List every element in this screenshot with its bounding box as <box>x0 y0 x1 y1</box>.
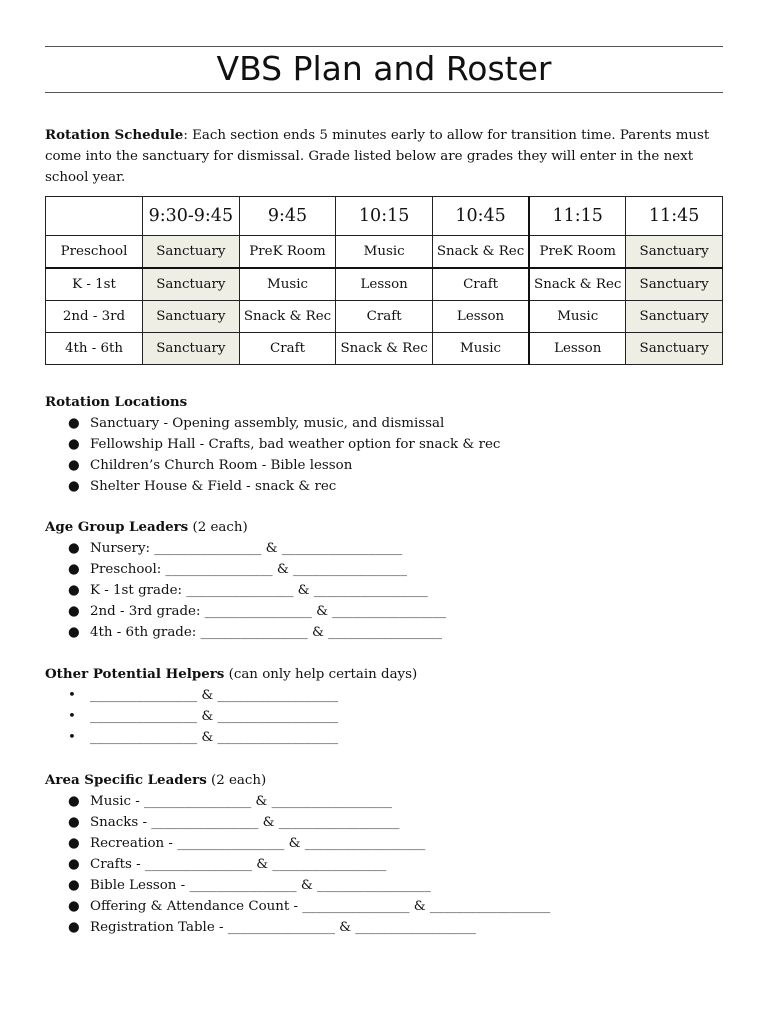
schedule-cell: Craft <box>432 268 529 301</box>
group-cell: 2nd - 3rd <box>46 301 143 333</box>
bullet-icon: ● <box>68 625 80 640</box>
schedule-cell: Sanctuary <box>626 333 723 365</box>
schedule-cell: Sanctuary <box>143 236 240 269</box>
schedule-cell: Music <box>529 301 626 333</box>
schedule-cell: Snack & Rec <box>529 268 626 301</box>
list-item: ● Shelter House & Field - snack & rec <box>45 476 723 497</box>
bullet-icon: ● <box>68 479 80 494</box>
schedule-cell: Sanctuary <box>626 236 723 269</box>
schedule-cell: Lesson <box>432 301 529 333</box>
title-top-rule <box>45 46 723 47</box>
rotation-schedule-intro <box>45 125 723 188</box>
bullet-icon: ● <box>68 794 80 809</box>
bullet-icon: ● <box>68 416 80 431</box>
schedule-row-4th-6th <box>46 333 723 365</box>
page-title: VBS Plan and Roster <box>216 49 552 88</box>
group-cell: K - 1st <box>46 268 143 301</box>
schedule-cell: Music <box>239 268 336 301</box>
time-header: 11:15 <box>529 197 626 236</box>
schedule-row-2nd-3rd <box>46 301 723 333</box>
age-group-leaders-section <box>45 517 723 643</box>
area-specific-leaders-heading: Area Specific Leaders (2 each) <box>45 772 267 788</box>
intro-label: Rotation Schedule <box>45 127 184 143</box>
time-header: 11:45 <box>626 197 723 236</box>
bullet-icon: ● <box>68 437 80 452</box>
group-cell: 4th - 6th <box>46 333 143 365</box>
schedule-cell: Lesson <box>336 268 433 301</box>
group-cell: Preschool <box>46 236 143 269</box>
list-item: ● Crafts - ________________ & _________________ <box>45 854 723 875</box>
bullet-icon: • <box>68 730 76 745</box>
schedule-cell: Snack & Rec <box>239 301 336 333</box>
schedule-cell: Craft <box>239 333 336 365</box>
bullet-icon: ● <box>68 836 80 851</box>
schedule-cell: Sanctuary <box>626 268 723 301</box>
title-bottom-rule <box>45 92 723 93</box>
list-item: • ________________ & __________________ <box>45 727 723 748</box>
list-item: ● Registration Table - ________________ & __________________ <box>45 917 723 938</box>
time-header: 10:15 <box>336 197 433 236</box>
schedule-cell: Snack & Rec <box>336 333 433 365</box>
schedule-cell: Sanctuary <box>143 301 240 333</box>
schedule-cell: PreK Room <box>239 236 336 269</box>
bullet-icon: ● <box>68 899 80 914</box>
other-helpers-section <box>45 664 723 748</box>
list-item: ● Recreation - ________________ & __________________ <box>45 833 723 854</box>
time-header: 10:45 <box>432 197 529 236</box>
area-specific-leaders-list <box>45 791 723 938</box>
area-specific-leaders-section <box>45 770 723 938</box>
bullet-icon: ● <box>68 541 80 556</box>
list-item: ● Bible Lesson - ________________ & _________________ <box>45 875 723 896</box>
schedule-cell: Sanctuary <box>143 333 240 365</box>
schedule-cell: Music <box>432 333 529 365</box>
list-item: ● Music - ________________ & __________________ <box>45 791 723 812</box>
list-item: ● Sanctuary - Opening assembly, music, and dismissal <box>45 413 723 434</box>
time-header: 9:45 <box>239 197 336 236</box>
rotation-schedule-table <box>45 196 723 365</box>
age-group-leaders-list <box>45 538 723 643</box>
list-item: • ________________ & __________________ <box>45 685 723 706</box>
schedule-cell: Lesson <box>529 333 626 365</box>
list-item: ● K - 1st grade: ________________ & _________________ <box>45 580 723 601</box>
schedule-cell: Sanctuary <box>626 301 723 333</box>
list-item: ● Children’s Church Room - Bible lesson <box>45 455 723 476</box>
list-item: ● Preschool: ________________ & _________________ <box>45 559 723 580</box>
schedule-row-k-1st <box>46 268 723 301</box>
bullet-icon: ● <box>68 458 80 473</box>
time-header: 9:30-9:45 <box>143 197 240 236</box>
other-helpers-heading: Other Potential Helpers (can only help certain days) <box>45 666 418 682</box>
bullet-icon: ● <box>68 920 80 935</box>
bullet-icon: ● <box>68 583 80 598</box>
intro-separator: : <box>183 128 188 143</box>
bullet-icon: • <box>68 709 76 724</box>
list-item: ● 4th - 6th grade: ________________ & _________________ <box>45 622 723 643</box>
schedule-cell: Music <box>336 236 433 269</box>
schedule-row-preschool <box>46 236 723 269</box>
list-item: ● Nursery: ________________ & __________________ <box>45 538 723 559</box>
list-item: • ________________ & __________________ <box>45 706 723 727</box>
schedule-cell: Sanctuary <box>143 268 240 301</box>
schedule-corner-cell <box>46 197 143 236</box>
age-group-leaders-heading: Age Group Leaders (2 each) <box>45 519 248 535</box>
list-item: ● 2nd - 3rd grade: ________________ & _________________ <box>45 601 723 622</box>
bullet-icon: ● <box>68 604 80 619</box>
bullet-icon: ● <box>68 857 80 872</box>
bullet-icon: ● <box>68 815 80 830</box>
schedule-header-row <box>46 197 723 236</box>
schedule-cell: Snack & Rec <box>432 236 529 269</box>
schedule-cell: Craft <box>336 301 433 333</box>
list-item: ● Fellowship Hall - Crafts, bad weather option for snack & rec <box>45 434 723 455</box>
bullet-icon: ● <box>68 878 80 893</box>
rotation-locations-list <box>45 413 723 497</box>
rotation-locations-section <box>45 392 723 497</box>
rotation-locations-heading: Rotation Locations <box>45 394 188 410</box>
bullet-icon: • <box>68 688 76 703</box>
other-helpers-list <box>45 685 723 748</box>
schedule-cell: PreK Room <box>529 236 626 269</box>
list-item: ● Offering & Attendance Count - ________________ & __________________ <box>45 896 723 917</box>
intro-text: Each section ends 5 minutes early to allow for transition time. Parents must come into the sanctuary for dismissal. Grade listed below are grades they will enter in the next school year. <box>45 128 710 185</box>
list-item: ● Snacks - ________________ & __________________ <box>45 812 723 833</box>
bullet-icon: ● <box>68 562 80 577</box>
